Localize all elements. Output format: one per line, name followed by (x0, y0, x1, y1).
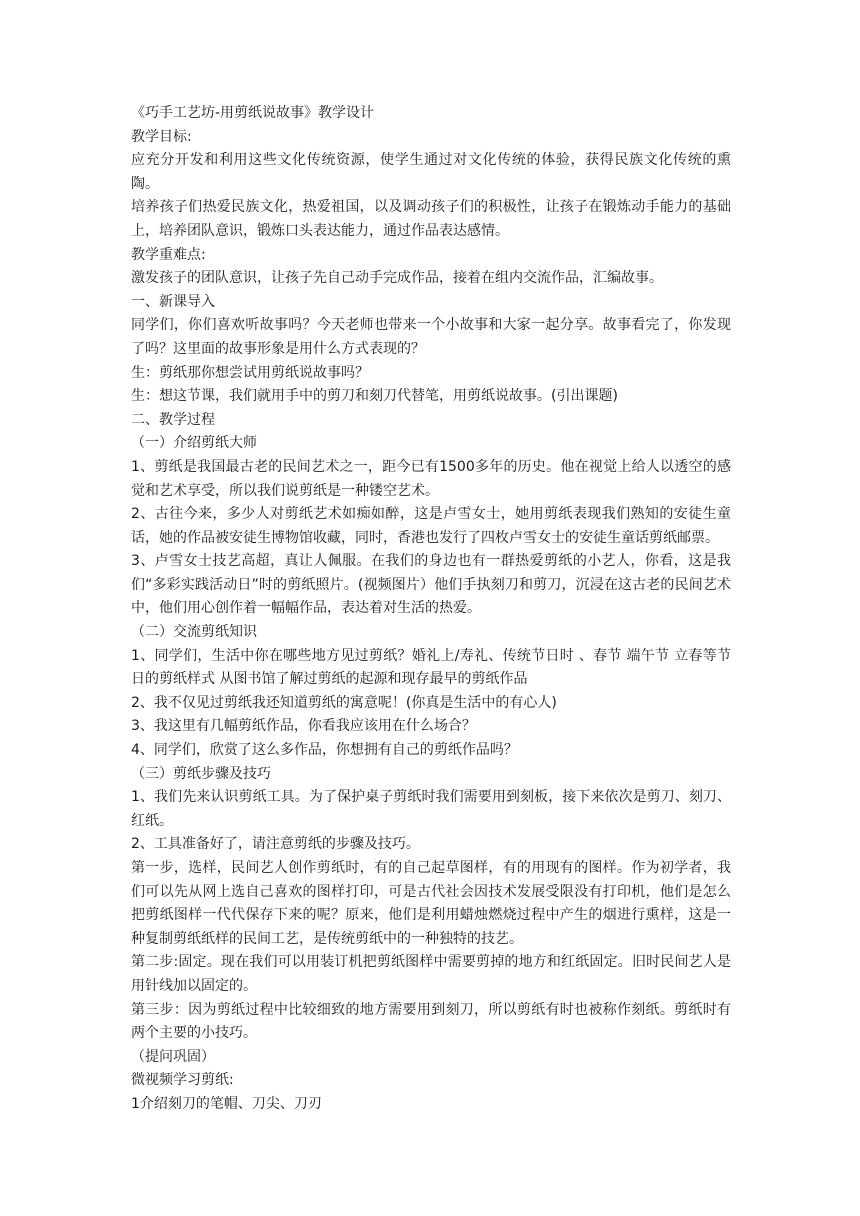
section-heading: 教学重难点: (131, 246, 206, 263)
paragraph: 同学们，你们喜欢听故事吗？今天老师也带来一个小故事和大家一起分享。故事看完了，你发现了吗？这里面的故事形象是用什么方式表现的？ (131, 317, 731, 357)
document-title: 《巧手工艺坊-用剪纸说故事》教学设计 (131, 105, 375, 121)
document-body (131, 102, 731, 1117)
paragraph: 1介绍刻刀的笔帽、刀尖、刀刃 (131, 1095, 322, 1112)
section-heading: 二、教学过程 (131, 411, 215, 428)
paragraph: 3、我这里有几幅剪纸作品，你看我应该用在什么场合？ (131, 718, 476, 735)
section-heading: 教学目标: (131, 128, 192, 145)
paragraph: 生：想这节课，我们就用手中的剪刀和刻刀代替笔，用剪纸说故事。(引出课题) (131, 388, 618, 405)
paragraph: 应充分开发和利用这些文化传统资源，使学生通过对文化传统的体验，获得民族文化传统的熏陶。 (131, 152, 731, 192)
paragraph: 生：剪纸那你想尝试用剪纸说故事吗？ (131, 364, 369, 381)
paragraph: 3、卢雪女士技艺高超，真让人佩服。在我们的身边也有一群热爱剪纸的小艺人，你看，这是我们“多彩实践活动日”时的剪纸照片。(视频图片）他们手执刻刀和剪刀，沉浸在这古老的民间艺术中，他们用心创作着一幅幅作品，表达着对生活的热爱。 (131, 553, 731, 617)
section-heading: 一、新课导入 (131, 293, 215, 310)
subsection-heading: （三）剪纸步骤及技巧 (131, 765, 271, 782)
paragraph: 微视频学习剪纸: (131, 1072, 234, 1089)
paragraph: 1、我们先来认识剪纸工具。为了保护桌子剪纸时我们需要用到刻板，接下来依次是剪刀、刻刀、红纸。 (131, 789, 731, 829)
paragraph: 2、我不仅见过剪纸我还知道剪纸的寓意呢！(你真是生活中的有心人) (131, 694, 557, 711)
subsection-heading: （二）交流剪纸知识 (131, 624, 257, 641)
paragraph: 第一步，选样，民间艺人创作剪纸时，有的自己起草图样，有的用现有的图样。作为初学者，我们可以先从网上选自己喜欢的图样打印，可是古代社会因技术发展受限没有打印机，他们是怎么把剪纸图样一代代保存下来的呢？原来，他们是利用蜡烛燃烧过程中产生的烟进行熏样，这是一种复制剪纸纸样的民间工艺，是传统剪纸中的一种独特的技艺。 (131, 860, 731, 947)
paragraph: 培养孩子们热爱民族文化，热爱祖国，以及调动孩子们的积极性，让孩子在锻炼动手能力的基础上，培养团队意识，锻炼口头表达能力，通过作品表达感情。 (131, 199, 731, 239)
paragraph: 激发孩子的团队意识，让孩子先自己动手完成作品，接着在组内交流作品，汇编故事。 (131, 270, 663, 287)
subsection-heading: （一）介绍剪纸大师 (131, 435, 257, 452)
paragraph: 2、工具准备好了，请注意剪纸的步骤及技巧。 (131, 836, 420, 853)
paragraph: 第三步：因为剪纸过程中比较细致的地方需要用到刻刀，所以剪纸有时也被称作刻纸。剪纸时有两个主要的小技巧。 (131, 1001, 731, 1042)
paragraph: （提问巩固） (131, 1048, 215, 1065)
paragraph: 1、同学们，生活中你在哪些地方见过剪纸？婚礼上/寿礼、传统节日时 、春节 端午节 立春等节日的剪纸样式 从图书馆了解过剪纸的起源和现存最早的剪纸作品 (131, 647, 731, 688)
paragraph: 第二步:固定。现在我们可以用装订机把剪纸图样中需要剪掉的地方和红纸固定。旧时民间艺人是用针线加以固定的。 (131, 954, 731, 994)
paragraph: 2、古往今来，多少人对剪纸艺术如痴如醉，这是卢雪女士，她用剪纸表现我们熟知的安徒生童话，她的作品被安徒生博物馆收藏，同时，香港也发行了四枚卢雪女士的安徒生童话剪纸邮票。 (131, 506, 731, 546)
paragraph: 1、剪纸是我国最古老的民间艺术之一，距今已有1500多年的历史。他在视觉上给人以透空的感觉和艺术享受，所以我们说剪纸是一种镂空艺术。 (131, 458, 731, 499)
paragraph: 4、同学们，欣赏了这么多作品，你想拥有自己的剪纸作品吗？ (131, 742, 518, 759)
